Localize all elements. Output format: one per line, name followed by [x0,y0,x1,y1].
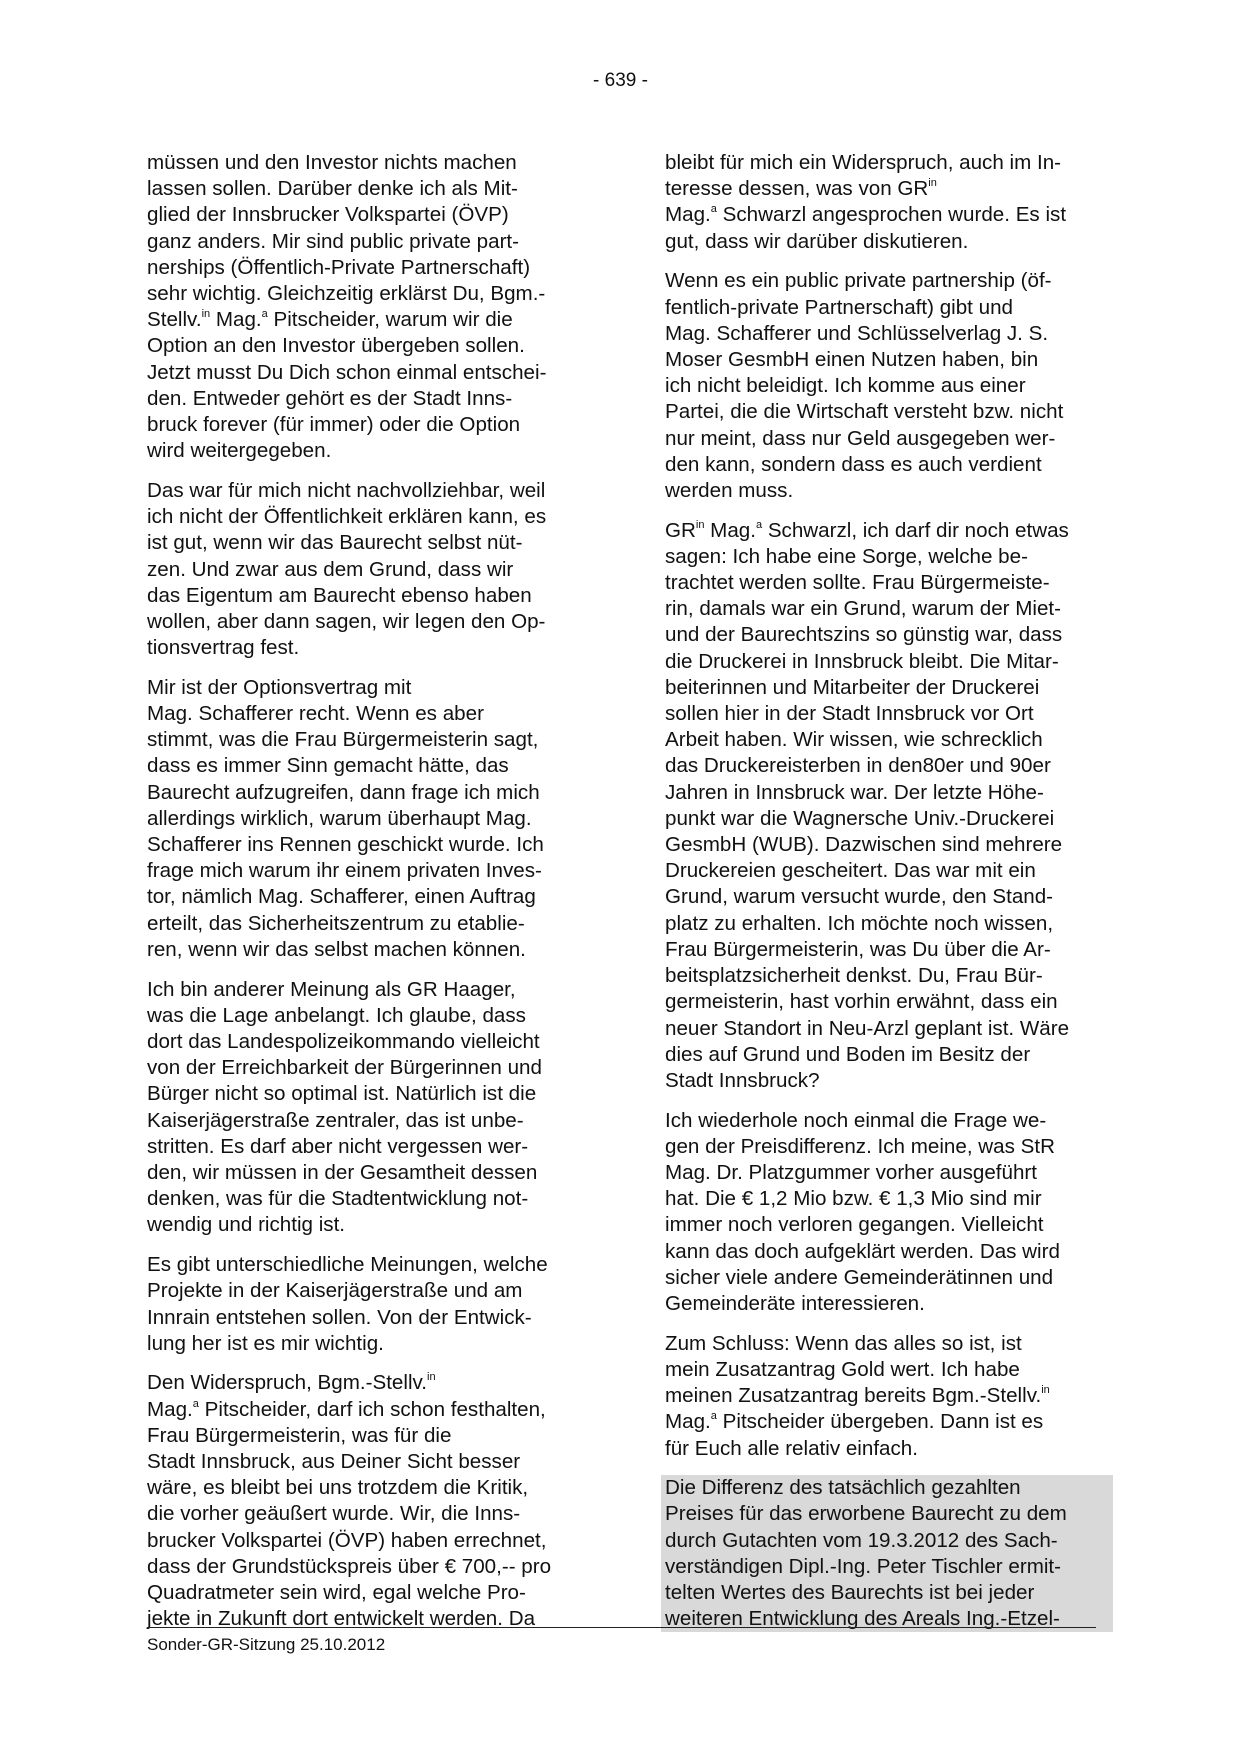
paragraph: Zum Schluss: Wenn das alles so ist, ist mein Zusatzantrag Gold wert. Ich habe meinen Zusatzantrag bereits Bgm.-Stellv.$^{in}$ Mag.$^a$ Pitscheider übergeben. Dann ist es für Euch alle relativ einfach. [665,1331,1050,1460]
superscript: a [192,1397,199,1410]
paragraph: Wenn es ein public private partnership (öf- fentlich-private Partnerschaft) gibt und Mag. Schafferer und Schlüsselverlag J. S. Moser GesmbH einen Nutzen haben, bin ich nicht beleidigt. Ich komme aus einer Partei, die die Wirtschaft versteht bzw. nicht nur meint, dass nur Geld ausgegeben wer- den kann, sondern dass es auch verdient werden muss. [665,269,1064,502]
superscript: in [201,308,211,321]
paragraph: Ich bin anderer Meinung als GR Haager, was die Lage anbelangt. Ich glaube, dass dort das Landespolizeikommando vielleicht von der Erreichbarkeit der Bürgerinnen und Bürger nicht so optimal ist. Natürlich ist die Kaiserjägerstraße zentraler, das ist unbe- stritten. Es darf aber nicht vergessen wer- den, wir müssen in der Gesamtheit dessen denken, was für die Stadtentwicklung not- wendig und richtig ist. [147,977,542,1237]
paragraph: bleibt für mich ein Widerspruch, auch im In- teresse dessen, was von $GR^{in}$ Mag.$^a$ Schwarzl angesprochen wurde. Es ist gut, dass wir darüber diskutieren. [665,151,1067,253]
paragraph: Den Widerspruch, Bgm.-Stellv.$^{in}$ Mag.$^a$ Pitscheider, darf ich schon festhalten, Frau Bürgermeisterin, was für die Stadt Innsbruck, aus Deiner Sicht besser wäre, es bleibt bei uns trotzdem die Kritik, die vorher geäußert wurde. Wir, die Inns- brucker Volkspartei (ÖVP) haben errechnet, dass der Grundstückspreis über € 700,-- pro Quadratmeter sein wird, egal welche Pro- jekte in Zukunft dort entwickelt werden. Da [147,1371,552,1631]
superscript: a [755,518,763,531]
paragraph: Mir ist der Optionsvertrag mit Mag. Schafferer recht. Wenn es aber stimmt, was die Frau Bürgermeisterin sagt, dass es immer Sinn gemacht hätte, das Baurecht aufzugreifen, dann frage ich mich allerdings wirklich, warum überhaupt Mag. Schafferer ins Rennen geschickt wurde. Ich frage mich warum ihr einem privaten Inves- tor, nämlich Mag. Schafferer, einen Auftrag erteilt, das Sicherheitszentrum zu etablie- ren, wenn wir das selbst machen können. [147,675,544,961]
page-number: - 639 - [593,70,648,91]
footer-text: Sonder-GR-Sitzung 25.10.2012 [147,1635,386,1654]
paragraph: Es gibt unterschiedliche Meinungen, welche Projekte in der Kaiserjägerstraße und am Innrain entstehen sollen. Von der Entwick- lung her ist es mir wichtig. [147,1253,548,1355]
paragraph: $GR^{in}$ Mag.$^a$ Schwarzl, ich darf dir noch etwas sagen: Ich habe eine Sorge, welche be- trachtet werden sollte. Frau Bürgermeiste- rin, damals war ein Grund, warum der Miet- und der Baurechtszins so günstig war, dass die Druckerei in Innsbruck bleibt. Die Mitar- beiterinnen und Mitarbeiter der Druckerei sollen hier in der Stadt Innsbruck vor Ort Arbeit haben. Wir wissen, wie schrecklich das Druckereisterben in den80er und 90er Jahren in Innsbruck war. Der letzte Höhe- punkt war die Wagnersche Univ.-Druckerei GesmbH (WUB). Dazwischen sind mehrere Druckereien gescheitert. Das war mit ein Grund, warum versucht wurde, den Stand- platz zu erhalten. Ich möchte noch wissen, Frau Bürgermeisterin, was Du über die Ar- beitsplatzsicherheit denkst. Du, Frau Bür- germeisterin, hast vorhin erwähnt, dass ein neuer Standort in Neu-Arzl geplant ist. Wäre dies auf Grund und Boden im Besitz der Stadt Innsbruck? [665,518,1070,1092]
superscript: in [1041,1384,1050,1397]
superscript: in [928,177,937,190]
superscript: a [261,308,268,321]
left-column [147,150,609,1646]
superscript: a [710,203,717,216]
footer-divider [147,1627,1096,1628]
superscript: in [427,1371,436,1384]
superscript: a [710,1410,717,1423]
paragraph: müssen und den Investor nichts machen lassen sollen. Darüber denke ich als Mit- glied der Innsbrucker Volkspartei (ÖVP) ganz anders. Mir sind public private part- nerships (Öffentlich-Private Partnerschaft) sehr wichtig. Gleichzeitig erklärst Du, Bgm.- Stellv.$^{in}$ Mag.$^a$ Pitscheider, warum wir die Option an den Investor übergeben sollen. Jetzt musst Du Dich schon einmal entschei- den. Entweder gehört es der Stadt Inns- bruck forever (für immer) oder die Option wird weitergegeben. [147,151,547,463]
paragraph: Ich wiederhole noch einmal die Frage we- gen der Preisdifferenz. Ich meine, was StR Mag. Dr. Platzgummer vorher ausgeführt hat. Die € 1,2 Mio bzw. € 1,3 Mio sind mir immer noch verloren gegangen. Vielleicht kann das doch aufgeklärt werden. Das wird sicher viele andere Gemeinderätinnen und Gemeinderäte interessieren. [665,1108,1060,1316]
paragraph: Das war für mich nicht nachvollziehbar, weil ich nicht der Öffentlichkeit erklären kann, es ist gut, wenn wir das Baurecht selbst nüt- zen. Und zwar aus dem Grund, dass wir das Eigentum am Baurecht ebenso haben wollen, aber dann sagen, wir legen den Op- tionsvertrag fest. [147,478,547,660]
superscript: in [695,518,705,531]
right-column [665,150,1113,1646]
highlighted-paragraph: Die Differenz des tatsächlich gezahlten Preises für das erworbene Baurecht zu dem durch Gutachten vom 19.3.2012 des Sach- verständigen Dipl.-Ing. Peter Tischler ermit- telten Wertes des Baurechts ist bei jeder weiteren Entwicklung des Areals Ing.-Etzel- [661,1475,1113,1632]
